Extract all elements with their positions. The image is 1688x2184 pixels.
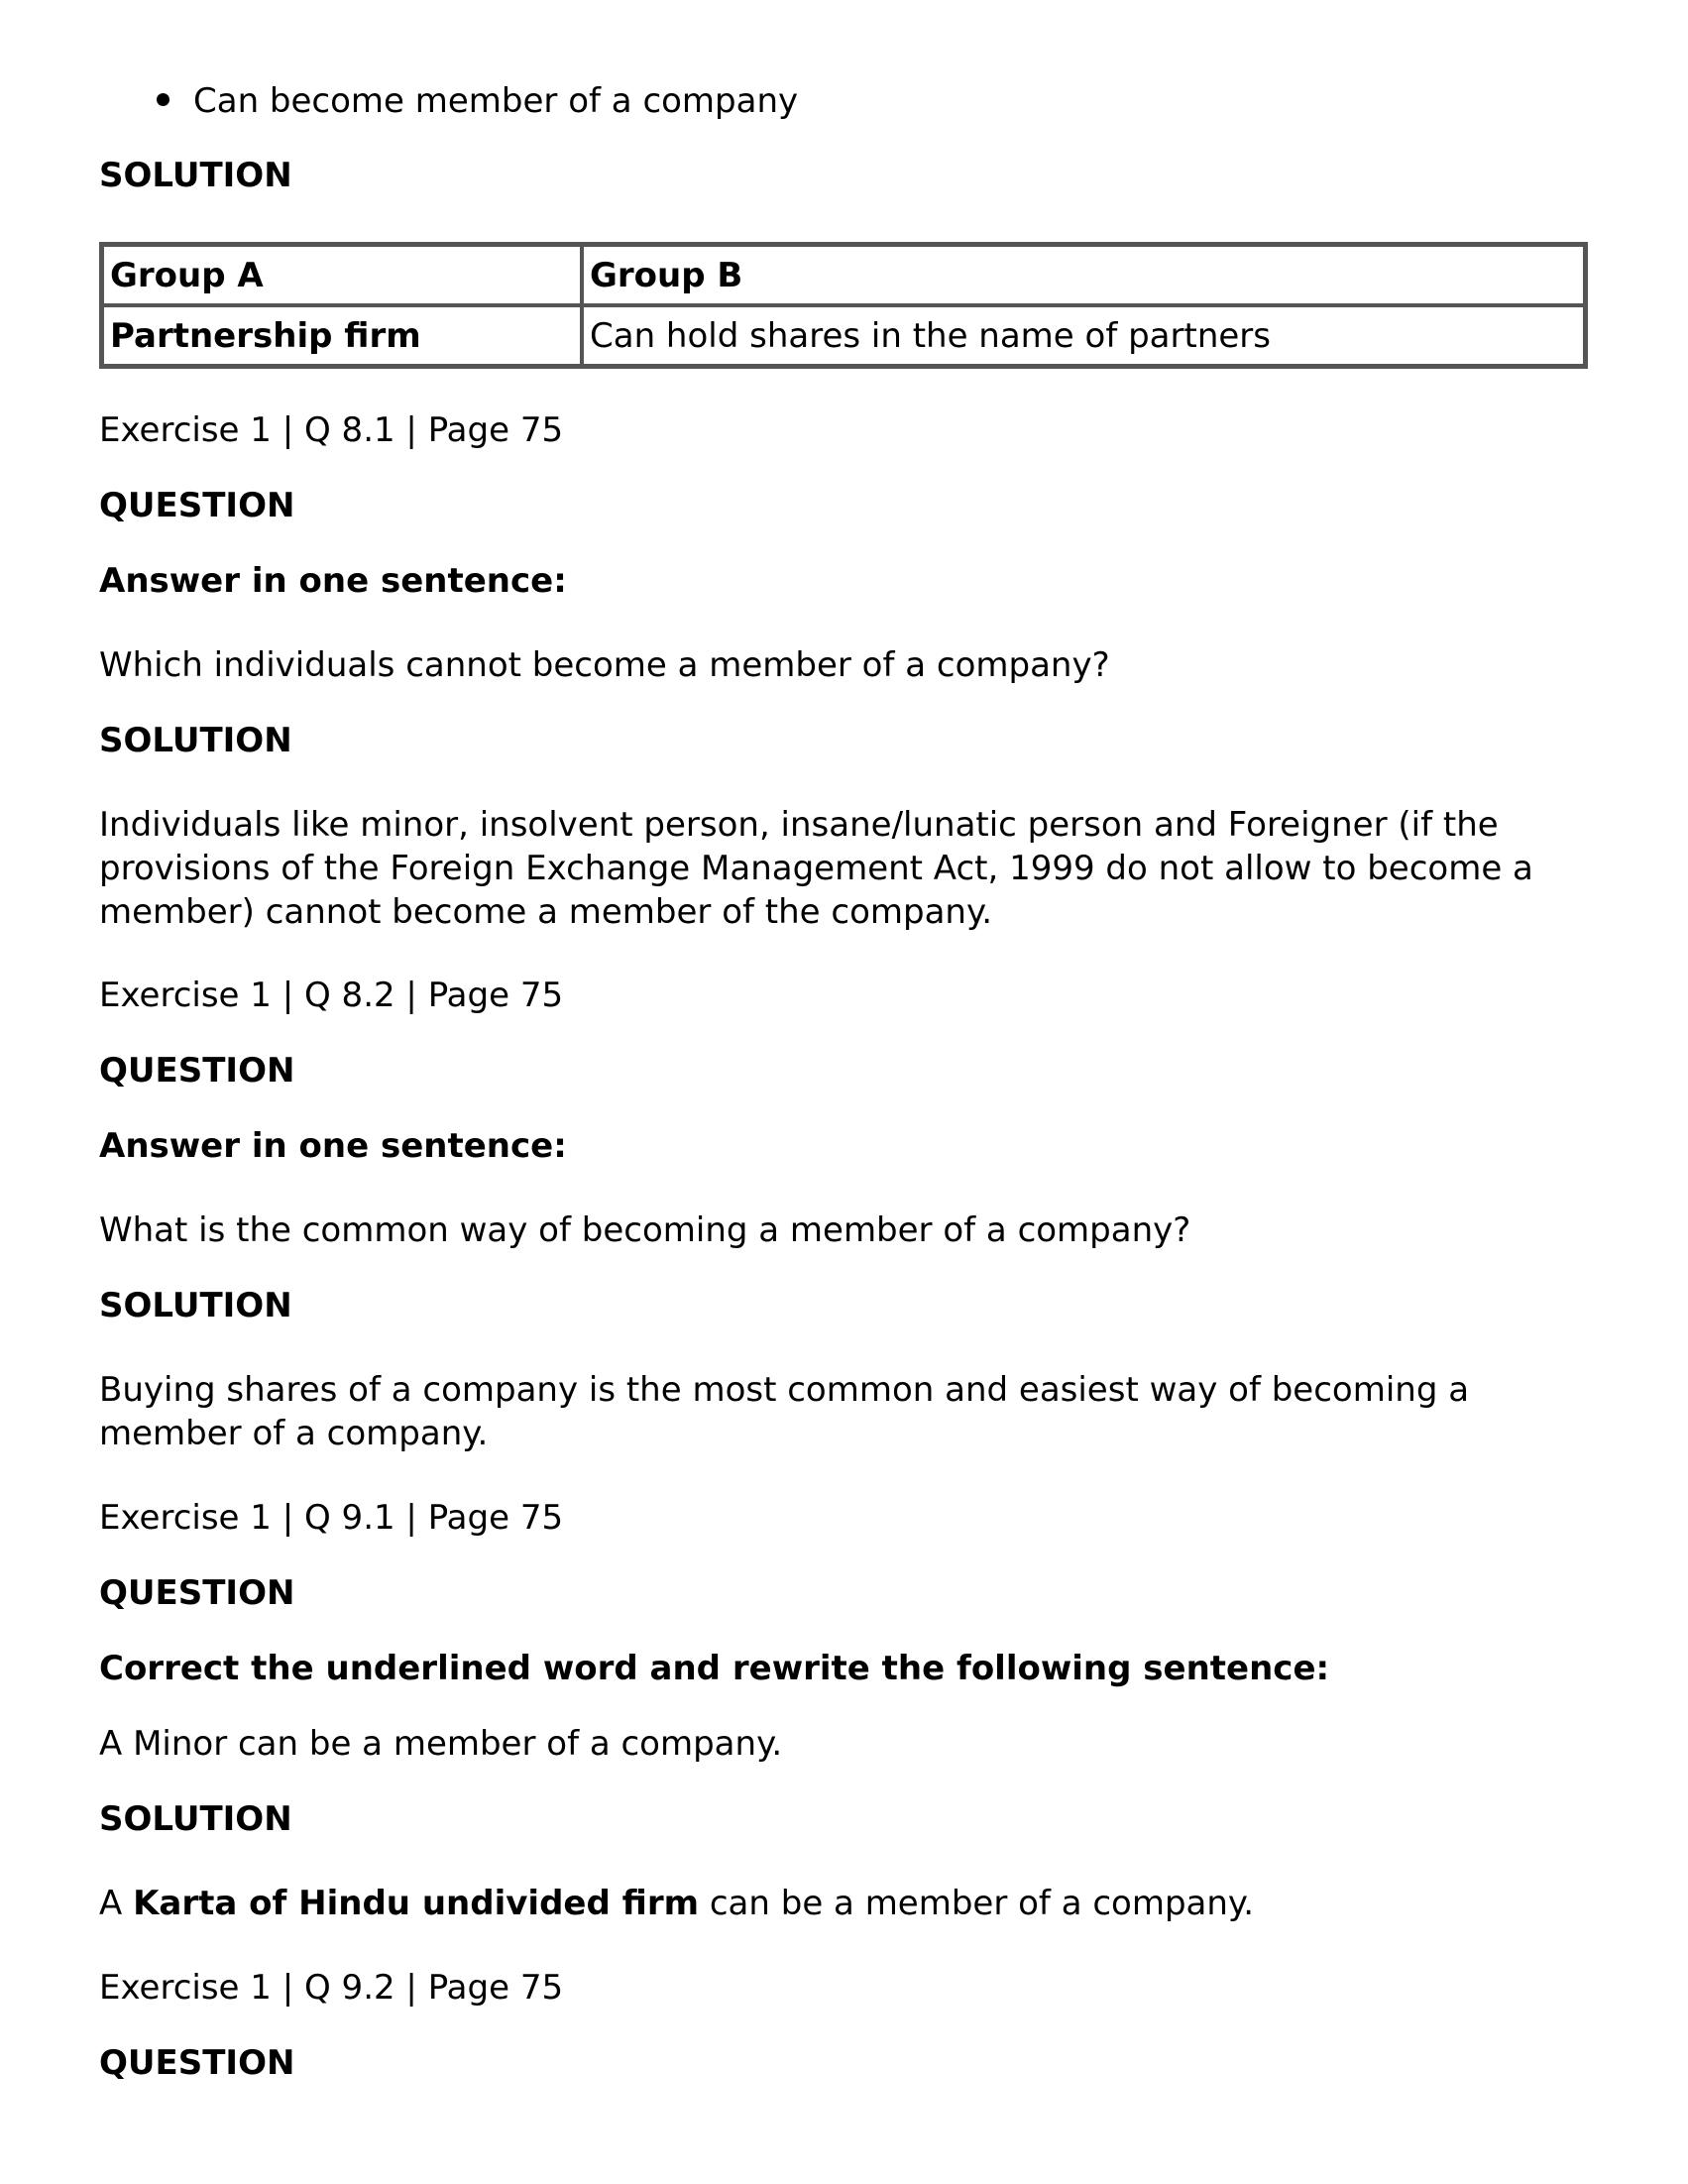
solution-text-highlight: Karta of Hindu undivided firm	[133, 1884, 700, 1923]
table-header-cell: Group B	[582, 245, 1585, 305]
exercise-reference: Exercise 1 | Q 8.2 | Page 75	[99, 976, 564, 1015]
bullet-icon	[157, 93, 169, 106]
solution-heading: SOLUTION	[99, 156, 292, 195]
question-heading: QUESTION	[99, 2043, 295, 2083]
solution-text-suffix: can be a member of a company.	[699, 1884, 1255, 1923]
question-instruction: Answer in one sentence:	[99, 561, 567, 601]
solution-text	[99, 1882, 1254, 1925]
solution-heading: SOLUTION	[99, 1799, 292, 1839]
question-heading: QUESTION	[99, 486, 295, 525]
bullet-item	[157, 79, 798, 123]
table-row	[102, 305, 1585, 366]
question-text: A Minor can be a member of a company.	[99, 1724, 783, 1764]
solution-text: Individuals like minor, insolvent person, insane/lunatic person and Foreigner (if the provisions of the Foreign Exchange Management Act, 1999 do not allow to become a member) cannot become a member of the company.	[99, 805, 1533, 932]
solution-heading: SOLUTION	[99, 721, 292, 760]
question-text: Which individuals cannot become a member of a company?	[99, 645, 1110, 685]
question-heading: QUESTION	[99, 1573, 295, 1613]
question-instruction: Answer in one sentence:	[99, 1126, 567, 1166]
table-header-cell: Group A	[102, 245, 582, 305]
table-header-row	[102, 245, 1585, 305]
solution-heading: SOLUTION	[99, 1286, 292, 1325]
table-cell: Can hold shares in the name of partners	[582, 305, 1585, 366]
bullet-text: Can become member of a company	[193, 81, 799, 121]
table-cell: Partnership firm	[102, 305, 582, 366]
exercise-reference: Exercise 1 | Q 8.1 | Page 75	[99, 410, 564, 450]
solution-text: Buying shares of a company is the most common and easiest way of becoming a member of a company.	[99, 1370, 1470, 1453]
solution-text-prefix: A	[99, 1884, 134, 1923]
exercise-reference: Exercise 1 | Q 9.1 | Page 75	[99, 1498, 564, 1538]
question-instruction: Correct the underlined word and rewrite the following sentence:	[99, 1649, 1330, 1688]
question-heading: QUESTION	[99, 1051, 295, 1091]
question-text: What is the common way of becoming a member of a company?	[99, 1210, 1191, 1250]
match-table	[99, 242, 1588, 369]
exercise-reference: Exercise 1 | Q 9.2 | Page 75	[99, 1968, 564, 2008]
